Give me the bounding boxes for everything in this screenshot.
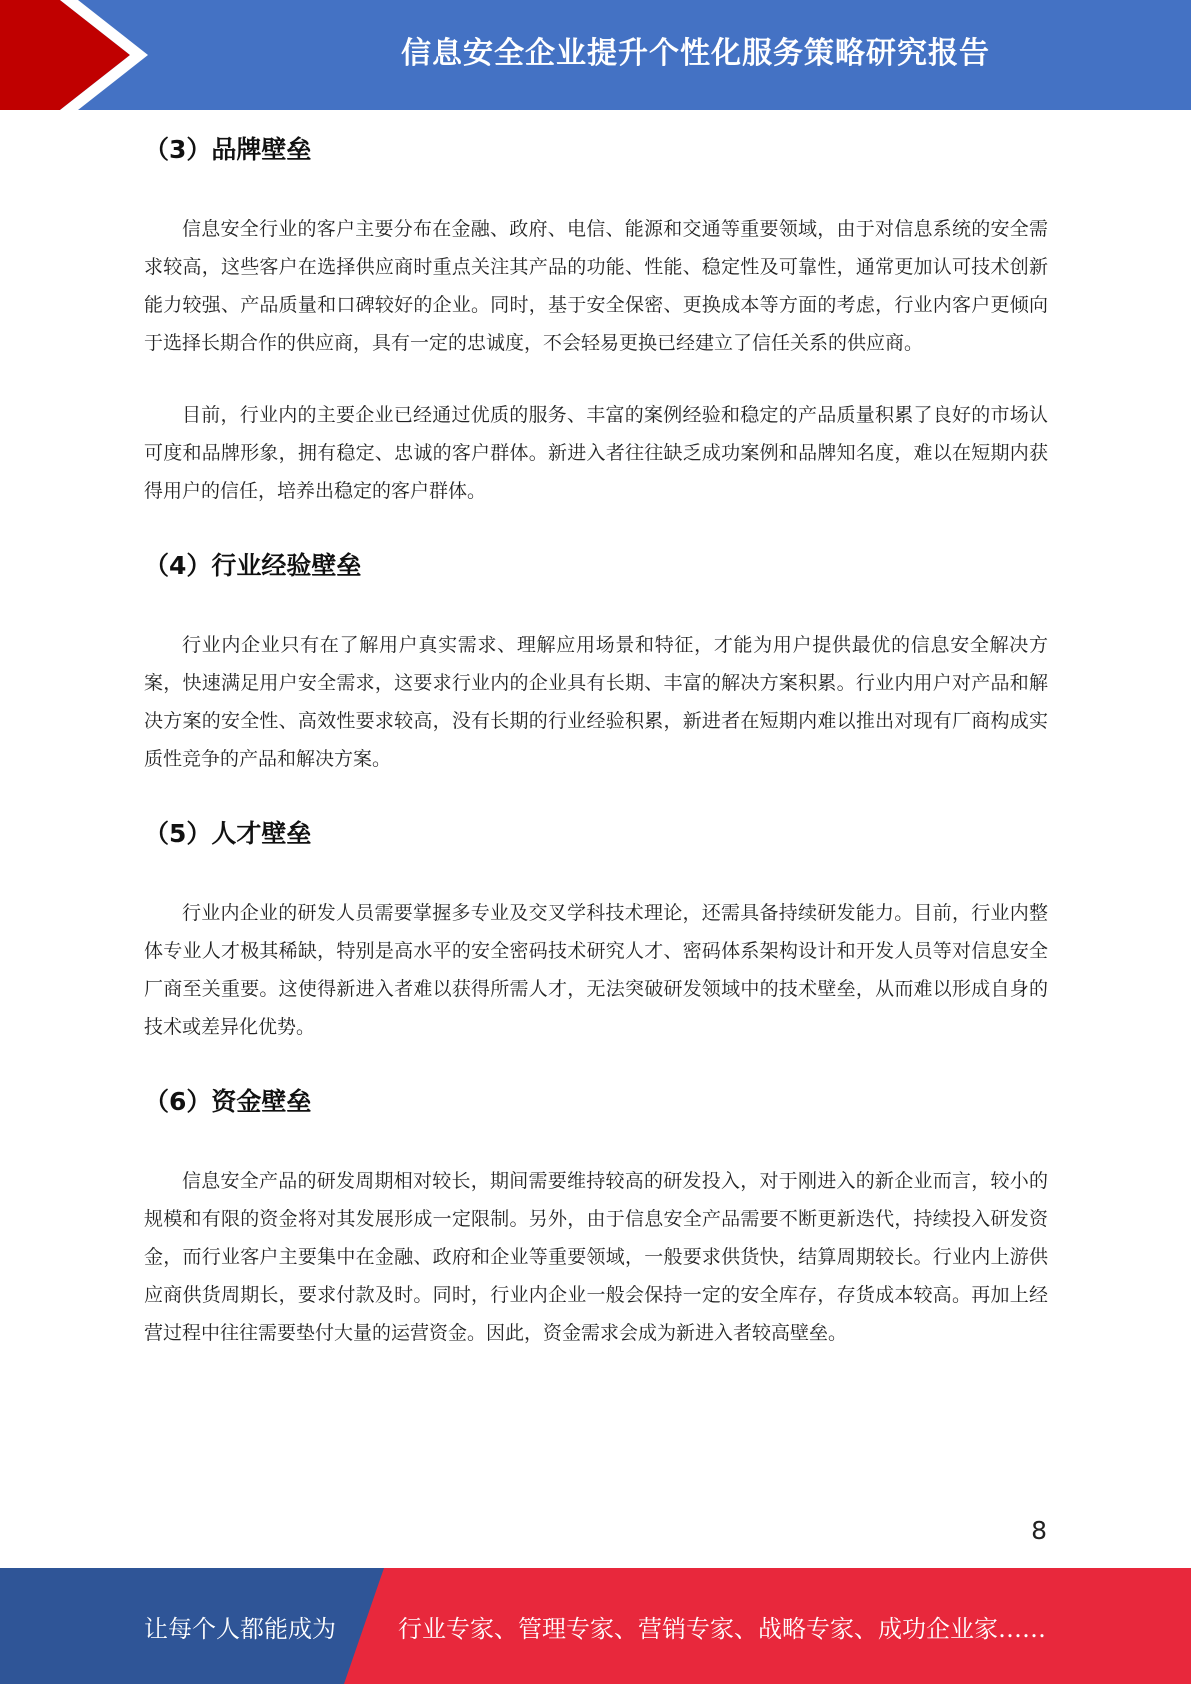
section-heading: （4）行业经验壁垒 (144, 551, 362, 580)
section-heading: （5）人才壁垒 (144, 819, 312, 848)
paragraph: 信息安全行业的客户主要分布在金融、政府、电信、能源和交通等重要领域，由于对信息系统的安全需求较高，这些客户在选择供应商时重点关注其产品的功能、性能、稳定性及可靠性，通常更加认可技术创新能力较强、产品质量和口碑较好的企业。同时，基于安全保密、更换成本等方面的考虑，行业内客户更倾向于选择长期合作的供应商，具有一定的忠诚度，不会轻易更换已经建立了信任关系的供应商。 (144, 218, 1048, 354)
page-number: 8 (1031, 1516, 1047, 1545)
paragraph: 信息安全产品的研发周期相对较长，期间需要维持较高的研发投入，对于刚进入的新企业而言，较小的规模和有限的资金将对其发展形成一定限制。另外，由于信息安全产品需要不断更新迭代，持续投入研发资金，而行业客户主要集中在金融、政府和企业等重要领域，一般要求供货快，结算周期较长。行业内上游供应商供货周期长，要求付款及时。同时，行业内企业一般会保持一定的安全库存，存货成本较高。再加上经营过程中往往需要垫付大量的运营资金。因此，资金需求会成为新进入者较高壁垒。 (144, 1170, 1048, 1344)
report-title: 信息安全企业提升个性化服务策略研究报告 (401, 36, 990, 71)
paragraph: 行业内企业的研发人员需要掌握多专业及交叉学科技术理论，还需具备持续研发能力。目前，行业内整体专业人才极其稀缺，特别是高水平的安全密码技术研究人才、密码体系架构设计和开发人员等对信息安全厂商至关重要。这使得新进入者难以获得所需人才，无法突破研发领域中的技术壁垒，从而难以形成自身的技术或差异化优势。 (144, 902, 1048, 1038)
page-header (0, 0, 1191, 110)
footer-slogan-right: 行业专家、管理专家、营销专家、战略专家、成功企业家…… (398, 1614, 1046, 1643)
document-body (144, 128, 1048, 1386)
paragraph: 目前，行业内的主要企业已经通过优质的服务、丰富的案例经验和稳定的产品质量积累了良好的市场认可度和品牌形象，拥有稳定、忠诚的客户群体。新进入者往往缺乏成功案例和品牌知名度，难以在短期内获得用户的信任，培养出稳定的客户群体。 (144, 404, 1048, 502)
header-arrow-decoration (0, 0, 160, 110)
section-heading: （3）品牌壁垒 (144, 135, 312, 164)
paragraph: 行业内企业只有在了解用户真实需求、理解应用场景和特征，才能为用户提供最优的信息安全解决方案，快速满足用户安全需求，这要求行业内的企业具有长期、丰富的解决方案积累。行业内用户对产品和解决方案的安全性、高效性要求较高，没有长期的行业经验积累，新进者在短期内难以推出对现有厂商构成实质性竞争的产品和解决方案。 (144, 634, 1048, 770)
page-footer (0, 1568, 1191, 1684)
footer-slogan-left: 让每个人都能成为 (144, 1614, 336, 1643)
section-heading: （6）资金壁垒 (144, 1087, 312, 1116)
